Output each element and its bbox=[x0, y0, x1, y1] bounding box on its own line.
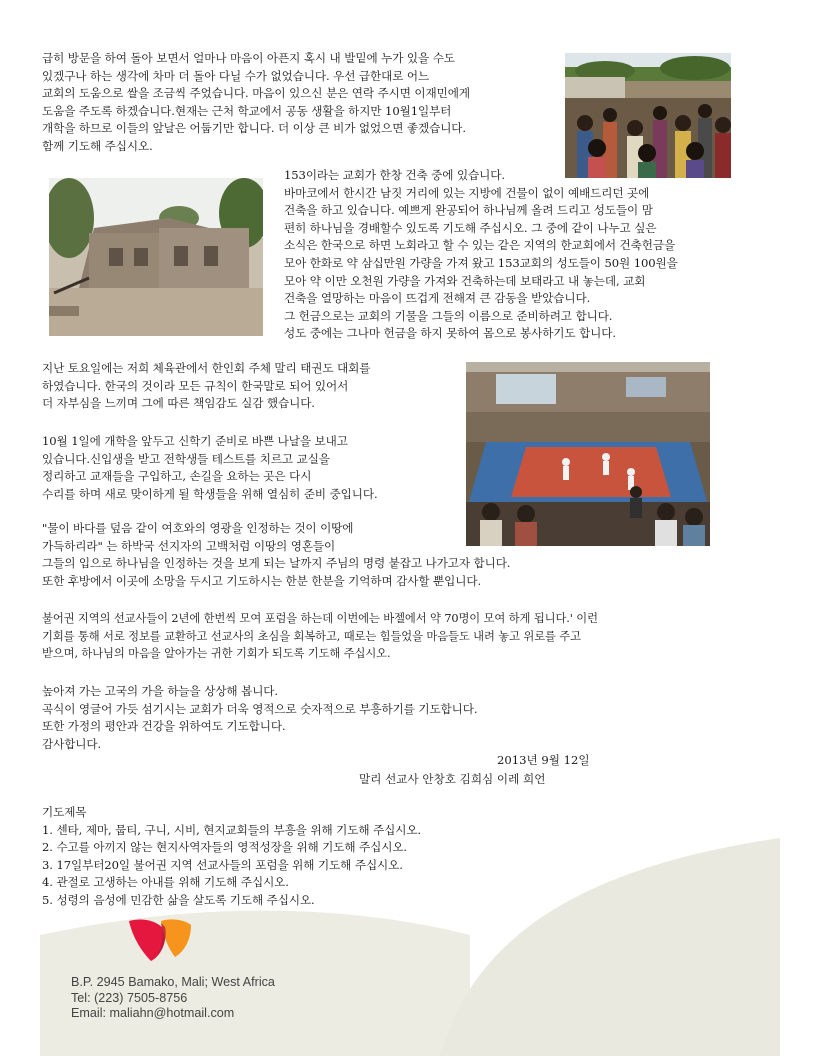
text-line: 그 헌금으로는 교회의 기물을 그들의 이름으로 준비하려고 합니다. bbox=[284, 308, 613, 323]
prayer-list bbox=[42, 804, 421, 910]
text-line: 더 자부심을 느끼며 그에 따른 책임감도 실감 했습니다. bbox=[42, 396, 315, 411]
text-line: 받으며, 하나님의 마음을 알아가는 귀한 기회가 되도록 기도해 주십시오. bbox=[42, 647, 391, 661]
text-line: 있겠구나 하는 생각에 차마 더 돌아 다닐 수가 없었습니다. 우선 급한대로 어느 bbox=[42, 68, 430, 83]
letter-date: 2013년 9월 12일 bbox=[497, 753, 590, 767]
text-line: 함께 기도해 주십시오. bbox=[42, 138, 153, 153]
footer-contact bbox=[71, 975, 275, 1022]
paragraph-closing bbox=[42, 683, 477, 753]
prayer-item: 1. 센타, 제마, 뭅티, 구니, 시비, 현지교회들의 부흥을 위해 기도해 주십시오. bbox=[42, 822, 422, 837]
text-line: 모아 한화로 약 삼십만원 가량을 가져 왔고 153교회의 성도들이 50원 100원을 bbox=[284, 255, 678, 270]
text-line: 정리하고 교재들을 구입하고, 손길을 요하는 곳은 다시 bbox=[42, 469, 312, 484]
text-line: 또한 가정의 평안과 건강을 위하여도 기도합니다. bbox=[42, 719, 286, 734]
paragraph-flood-relief bbox=[42, 50, 470, 156]
text-line: 도움을 주도록 하겠습니다.현재는 근처 학교에서 공동 생활을 하지만 10월1일부터 bbox=[42, 103, 452, 118]
prayer-item: 3. 17일부터20일 불어권 지역 선교사들의 포럼을 위해 기도해 주십시오. bbox=[42, 857, 403, 872]
text-line: 10월 1일에 개학을 앞두고 신학기 준비로 바쁜 나날을 보내고 bbox=[42, 434, 348, 448]
footer-email[interactable]: Email: maliahn@hotmail.com bbox=[71, 1006, 235, 1021]
crowd-photo bbox=[565, 53, 731, 178]
mission-logo-icon bbox=[125, 915, 195, 963]
paragraph-forum bbox=[42, 610, 598, 663]
taekwondo-event-photo bbox=[466, 362, 710, 546]
text-line: 건축을 하고 있습니다. 예쁘게 완공되어 하나님께 올려 드리고 성도들이 맘 bbox=[284, 203, 653, 218]
text-line: 높아져 가는 고국의 가을 하늘을 상상해 봅니다. bbox=[42, 684, 278, 698]
prayer-item: 5. 성령의 음성에 민감한 삶을 살도록 기도해 주십시오. bbox=[42, 892, 315, 907]
text-line: 편히 하나님을 경배할수 있도록 기도해 주십시오. 그 중에 같이 나누고 싶은 bbox=[284, 220, 657, 235]
footer-tel: Tel: (223) 7505-8756 bbox=[71, 990, 188, 1005]
text-line: 불어권 지역의 선교사들이 2년에 한번씩 모여 포럼을 하는데 이번에는 바젤에서 약 70명이 모여 하게 됩니다.' 이런 bbox=[42, 612, 598, 625]
text-line: 수리를 하며 새로 맞이하게 될 학생들을 위해 열심히 준비 중입니다. bbox=[42, 486, 378, 501]
prayer-title: 기도제목 bbox=[42, 805, 87, 819]
text-line: 곡식이 영글어 가듯 섬기시는 교회가 더욱 영적으로 숫자적으로 부흥하기를 기도합니다. bbox=[42, 701, 478, 716]
text-line: 바마코에서 한시간 남짓 거리에 있는 지방에 건물이 없이 예배드리던 곳에 bbox=[284, 185, 650, 200]
text-line: 건축을 열망하는 마음이 뜨겁게 전해져 큰 감동을 받았습니다. bbox=[284, 291, 591, 306]
church-building-photo bbox=[49, 178, 263, 336]
text-line: 성도 중에는 그나마 헌금을 하지 못하여 몸으로 봉사하기도 합니다. bbox=[284, 326, 616, 341]
text-line: 감사합니다. bbox=[42, 736, 102, 751]
text-line: 기회를 통해 서로 정보를 교환하고 선교사의 초심을 회복하고, 때로는 힘들었을 마음들도 내려 놓고 위로를 주고 bbox=[42, 629, 581, 643]
paragraph-church-construction bbox=[284, 167, 678, 343]
text-line: 153이라는 교회가 한창 건축 중에 있습니다. bbox=[284, 168, 505, 182]
text-line: 있습니다.신입생을 받고 전학생들 테스트를 치르고 교실을 bbox=[42, 451, 330, 466]
text-line: 모아 약 이만 오천원 가량을 가져와 건축하는데 보태라고 내 놓는데, 교회 bbox=[284, 273, 646, 288]
footer-address: B.P. 2945 Bamako, Mali; West Africa bbox=[71, 975, 275, 989]
text-line: 개학을 하므로 이들의 앞날은 어둡기만 합니다. 더 이상 큰 비가 없었으면 좋겠습니다. bbox=[42, 121, 466, 136]
paragraph-habakkuk bbox=[42, 520, 510, 590]
text-line: 소식은 한국으로 하면 노회라고 할 수 있는 같은 지역의 한교회에서 건축헌금을 bbox=[284, 238, 676, 253]
paragraph-taekwondo bbox=[42, 360, 370, 413]
text-line: 하였습니다. 한국의 것이라 모든 규칙이 한국말로 되어 있어서 bbox=[42, 378, 349, 393]
text-line: 교회의 도움으로 쌀을 조금씩 주었습니다. 마음이 있으신 분은 연락 주시면 이재민에게 bbox=[42, 86, 470, 101]
paragraph-new-semester bbox=[42, 433, 378, 503]
text-line: 급히 방문을 하여 돌아 보면서 얼마나 마음이 아픈지 혹시 내 발밑에 누가 있을 수도 bbox=[42, 51, 455, 65]
letter-signature: 말리 선교사 안창호 김희심 이레 희언 bbox=[359, 772, 546, 786]
text-line: "물이 바다를 덮음 같이 여호와의 영광을 인정하는 것이 이땅에 bbox=[42, 521, 354, 535]
text-line: 그들의 입으로 하나님을 인정하는 것을 보게 되는 날까지 주님의 명령 붙잡고 나가고자 합니다. bbox=[42, 556, 511, 571]
text-line: 지난 토요일에는 저희 체육관에서 한인회 주체 말리 태권도 대회를 bbox=[42, 361, 371, 375]
prayer-item: 4. 관절로 고생하는 아내를 위해 기도해 주십시오. bbox=[42, 875, 289, 890]
text-line: 또한 후방에서 이곳에 소망을 두시고 기도하시는 한분 한분을 기억하며 감사할 뿐입니다. bbox=[42, 573, 482, 588]
prayer-item: 2. 수고를 아끼지 않는 현지사역자들의 영적성장을 위해 기도해 주십시오. bbox=[42, 840, 408, 855]
text-line: 가득하리라" 는 하박국 선지자의 고백처럼 이땅의 영혼들이 bbox=[42, 538, 336, 553]
